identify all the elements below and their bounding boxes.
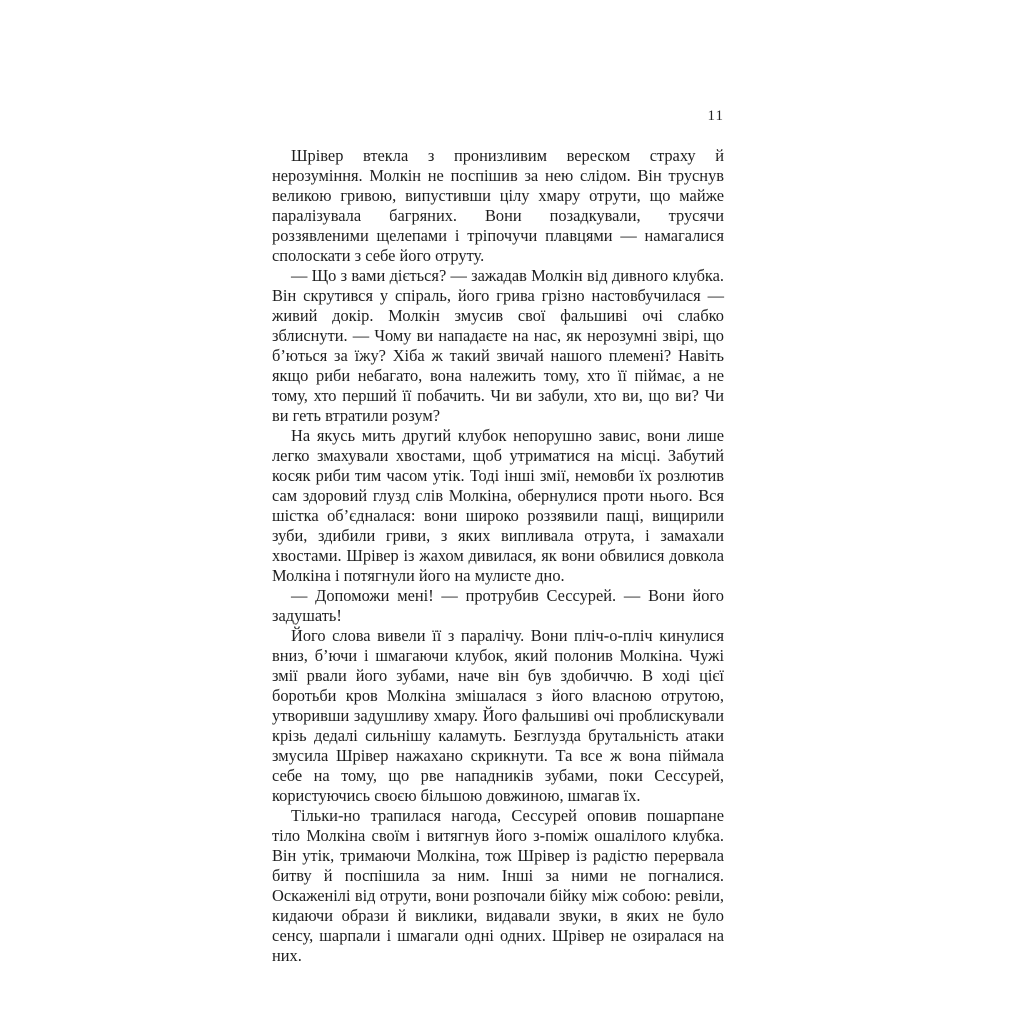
paragraph-dialogue: — Що з вами діється? — зажадав Молкін від дивного клубка. Він скрутився у спіраль, його грива грізно настовбучилася — живий докір. Молкін змусив свої фальшиві очі слабко зблиснути. — Чому ви нападаєте на нас, як нерозумні звірі, що б’ються за їжу? Хіба ж такий звичай нашого племені? Навіть якщо риби небагато, вона належить тому, хто її піймає, а не тому, хто перший її побачить. Чи ви забули, хто ви, що ви? Чи ви геть втратили розум? <box>272 266 724 425</box>
page-number: 11 <box>707 108 724 124</box>
paragraph-dialogue: — Допоможи мені! — протрубив Сессурей. — Вони його задушать! <box>272 586 724 625</box>
paragraph: Його слова вивели її з паралічу. Вони пліч-о-пліч кинулися вниз, б’ючи і шмагаючи клубок, який полонив Молкіна. Чужі змії рвали його зубами, наче він був здобиччю. В ході цієї боротьби кров Молкіна змішалася з його власною отрутою, утворивши задушливу хмару. Його фальшиві очі проблискували крізь дедалі сильнішу каламуть. Безглузда брутальність атаки змусила Шрівер нажахано скрикнути. Та все ж вона піймала себе на тому, що рве нападників зубами, поки Сессурей, користуючись своєю більшою довжиною, шмагав їх. <box>272 626 724 805</box>
paragraph: На якусь мить другий клубок непорушно завис, вони лише легко змахували хвостами, щоб утриматися на місці. Забутий косяк риби тим часом утік. Тоді інші змії, немовби їх розлютив сам здоровий глузд слів Молкіна, обернулися проти нього. Вся шістка об’єдналася: вони широко роззявили пащі, вищирили зуби, здибили гриви, з яких випливала отрута, і замахали хвостами. Шрівер із жахом дивилася, як вони обвилися довкола Молкіна і потягнули його на мулисте дно. <box>272 426 724 585</box>
paragraph: Шрівер втекла з пронизливим вереском страху й нерозуміння. Молкін не поспішив за нею слідом. Він труснув великою гривою, випустивши цілу хмару отрути, що майже паралізувала багряних. Вони позадкували, трусячи роззявленими щелепами і тріпочучи плавцями — намагалися сполоскати з себе його отруту. <box>272 146 724 265</box>
body-text <box>272 146 724 966</box>
paragraph: Тільки-но трапилася нагода, Сессурей оповив пошарпане тіло Молкіна своїм і витягнув його з-поміж ошалілого клубка. Він утік, тримаючи Молкіна, тож Шрівер із радістю перервала битву й поспішила за ним. Інші за ними не погналися. Оскаженілі від отрути, вони розпочали бійку між собою: ревіли, кидаючи образи й виклики, видавали звуки, в яких не було сенсу, шарпали і шмагали одні одних. Шрівер не озиралася на них. <box>272 806 724 965</box>
